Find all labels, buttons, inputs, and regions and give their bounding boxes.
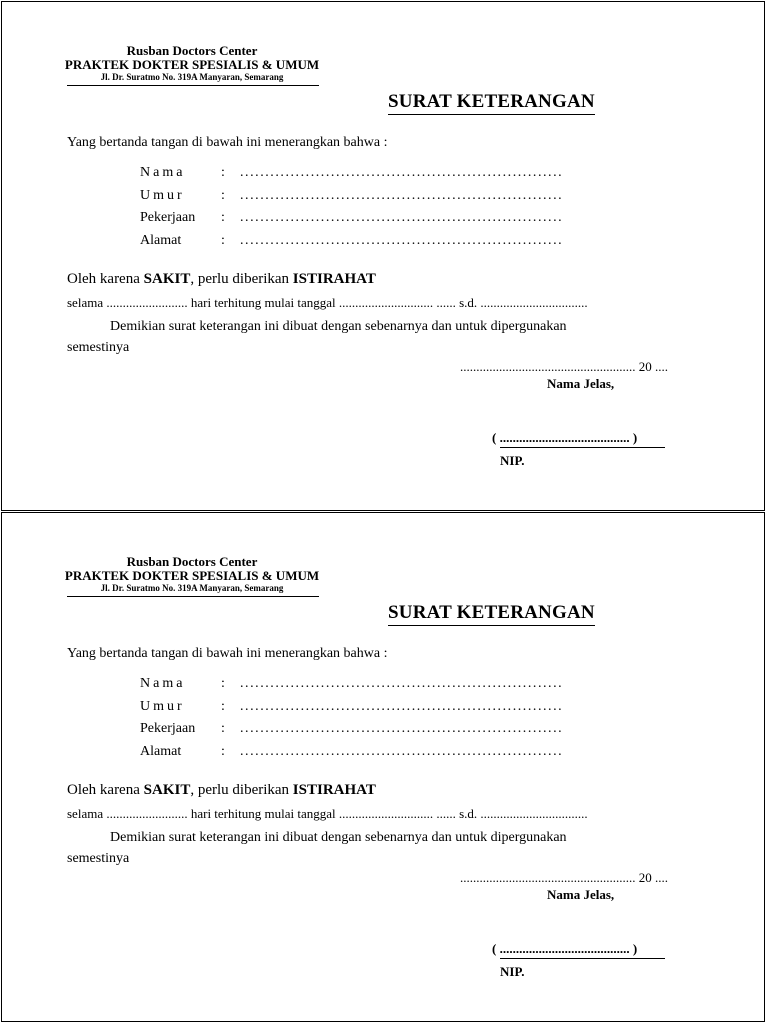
reason-rest: ISTIRAHAT: [292, 271, 376, 287]
field-input-pekerjaan[interactable]: ................................................................: [240, 721, 564, 736]
reason-middle: , perlu diberikan: [190, 271, 293, 287]
clinic-address: Jl. Dr. Suratmo No. 319A Manyaran, Semarang: [100, 583, 284, 593]
reason-rest: ISTIRAHAT: [292, 782, 376, 798]
certificate-form-top: [1, 1, 765, 511]
field-label-umur: Umur: [140, 699, 185, 714]
clinic-subtitle: PRAKTEK DOKTER SPESIALIS & UMUM: [64, 568, 320, 583]
field-colon: :: [221, 699, 225, 714]
field-label-pekerjaan: Pekerjaan: [140, 210, 196, 225]
field-colon: :: [221, 188, 225, 203]
certificate-form-bottom: [1, 512, 765, 1022]
field-label-alamat: Alamat: [140, 233, 182, 248]
signature-name-label: Nama Jelas,: [547, 376, 615, 391]
reason-middle: , perlu diberikan: [190, 782, 293, 798]
closing-text-line1: Demikian surat keterangan ini dibuat dengan sebenarnya dan untuk dipergunakan: [110, 319, 567, 334]
field-colon: :: [221, 721, 225, 736]
reason-sick: SAKIT: [143, 271, 191, 287]
reason-prefix: Oleh karena: [67, 271, 144, 287]
signature-name-field[interactable]: ( ........................................ ): [492, 941, 638, 956]
field-label-alamat: Alamat: [140, 744, 182, 759]
intro-text: Yang bertanda tangan di bawah ini menerangkan bahwa :: [67, 135, 388, 150]
header-divider: [67, 85, 319, 86]
field-label-pekerjaan: Pekerjaan: [140, 721, 196, 736]
field-label-umur: Umur: [140, 188, 185, 203]
signature-name-field[interactable]: ( ........................................ ): [492, 430, 638, 445]
field-input-nama[interactable]: ................................................................: [240, 676, 564, 691]
clinic-name: Rusban Doctors Center: [126, 554, 258, 569]
field-colon: :: [221, 165, 225, 180]
clinic-name: Rusban Doctors Center: [126, 43, 258, 58]
reason-prefix: Oleh karena: [67, 782, 144, 798]
reason-sick: SAKIT: [143, 782, 191, 798]
field-input-alamat[interactable]: ................................................................: [240, 744, 564, 759]
signature-name-label: Nama Jelas,: [547, 887, 615, 902]
signature-underline: [500, 447, 665, 448]
document-title: SURAT KETERANGAN: [388, 602, 595, 626]
field-label-nama: Nama: [140, 676, 186, 691]
document-title: SURAT KETERANGAN: [388, 91, 595, 115]
field-input-umur[interactable]: ................................................................: [240, 699, 564, 714]
clinic-address: Jl. Dr. Suratmo No. 319A Manyaran, Semarang: [100, 72, 284, 82]
field-input-nama[interactable]: ................................................................: [240, 165, 564, 180]
closing-text-line1: Demikian surat keterangan ini dibuat dengan sebenarnya dan untuk dipergunakan: [110, 830, 567, 845]
intro-text: Yang bertanda tangan di bawah ini menerangkan bahwa :: [67, 646, 388, 661]
reason-line: [67, 271, 376, 288]
rest-period-line[interactable]: selama ......................... hari terhitung mulai tanggal ............................. ...... s.d. .................................: [67, 806, 588, 821]
field-input-umur[interactable]: ................................................................: [240, 188, 564, 203]
field-label-nama: Nama: [140, 165, 186, 180]
field-input-pekerjaan[interactable]: ................................................................: [240, 210, 564, 225]
field-colon: :: [221, 233, 225, 248]
field-input-alamat[interactable]: ................................................................: [240, 233, 564, 248]
date-field[interactable]: ...................................................... 20 ....: [460, 870, 668, 885]
date-field[interactable]: ...................................................... 20 ....: [460, 359, 668, 374]
field-colon: :: [221, 676, 225, 691]
header-divider: [67, 596, 319, 597]
clinic-subtitle: PRAKTEK DOKTER SPESIALIS & UMUM: [64, 57, 320, 72]
field-colon: :: [221, 744, 225, 759]
closing-text-line2: semestinya: [67, 851, 130, 866]
closing-text-line2: semestinya: [67, 340, 130, 355]
reason-line: [67, 782, 376, 799]
nip-label: NIP.: [500, 964, 525, 979]
nip-label: NIP.: [500, 453, 525, 468]
field-colon: :: [221, 210, 225, 225]
rest-period-line[interactable]: selama ......................... hari terhitung mulai tanggal ............................. ...... s.d. .................................: [67, 295, 588, 310]
signature-underline: [500, 958, 665, 959]
